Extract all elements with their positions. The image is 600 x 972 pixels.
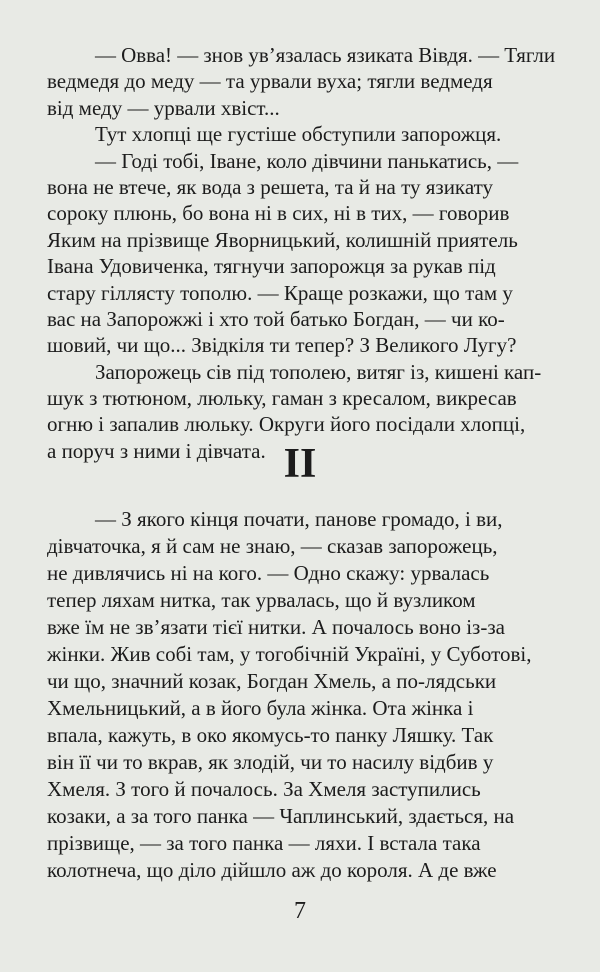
text-line: не дивлячись ні на кого. — Одно скажу: урвалась [47,561,490,585]
text-line: ведмедя до меду — та урвали вуха; тягли ведмедя [47,69,493,94]
page-number: 7 [294,898,306,924]
text-line: він її чи то вкрав, як злодій, чи то насилу відбив у [47,750,494,774]
text-line: тепер ляхам нитка, так урвалась, що й вузликом [47,588,476,612]
text-line: вона не втече, як вода з решета, та й на ту язикату [47,174,493,199]
text-line: Хмеля. З того й почалось. За Хмеля заступились [47,777,481,801]
text-line: Запорожець сів під тополею, витяг із, кишені кап- [95,359,542,384]
text-line: Яким на прізвище Яворницький, колишній приятель [47,227,518,252]
text-line: шук з тютюном, люльку, гаман з кресалом, викресав [47,386,517,411]
text-line: козаки, а за того панка — Чаплинський, здається, на [47,804,515,828]
text-line: колотнеча, що діло дійшло аж до короля. А де вже [47,858,497,882]
text-line: огню і запалив люльку. Округи його посідали хлопці, [47,412,526,437]
section-1-text [47,42,555,464]
text-line: — Годі тобі, Іване, коло дівчини панькатись, — [95,148,519,173]
text-line: чи що, значний козак, Богдан Хмель, а по-лядськи [47,669,497,693]
text-line: прізвище, — за того панка — ляхи. І встала така [47,831,481,855]
chapter-heading: II [283,441,317,487]
text-line: від меду — урвали хвіст... [47,95,280,120]
text-line: впала, кажуть, в око якомусь-то панку Ляшку. Так [47,723,494,747]
text-line: вас на Запорожжі і хто той батько Богдан, — чи ко- [47,306,505,331]
text-line: Хмельницький, а в його була жінка. Ота жінка і [47,696,474,720]
text-line: жінки. Жив собі там, у тогобічній Україні, у Суботові, [47,642,532,666]
text-line: Івана Удовиченка, тягнучи запорожця за рукав під [47,254,496,279]
text-line: сороку плюнь, бо вона ні в сих, ні в тих, — говорив [47,201,510,226]
text-line: — Овва! — знов ув’язалась язиката Вівдя. — Тягли [95,43,556,67]
text-line: дівчаточка, я й сам не знаю, — сказав запорожець, [47,534,498,558]
text-line: шовий, чи що... Звідкіля ти тепер? З Великого Лугу? [47,333,517,358]
text-line: стару гіллясту тополю. — Краще розкажи, що там у [47,280,513,305]
text-line: — З якого кінця почати, панове громадо, і ви, [95,507,503,531]
text-line: а поруч з ними і дівчата. [47,438,266,463]
section-2-text [47,506,555,884]
text-line: Тут хлопці ще густіше обступили запорожця. [95,122,502,147]
text-line: вже їм не зв’язати тієї нитки. А почалось воно із-за [47,615,505,639]
